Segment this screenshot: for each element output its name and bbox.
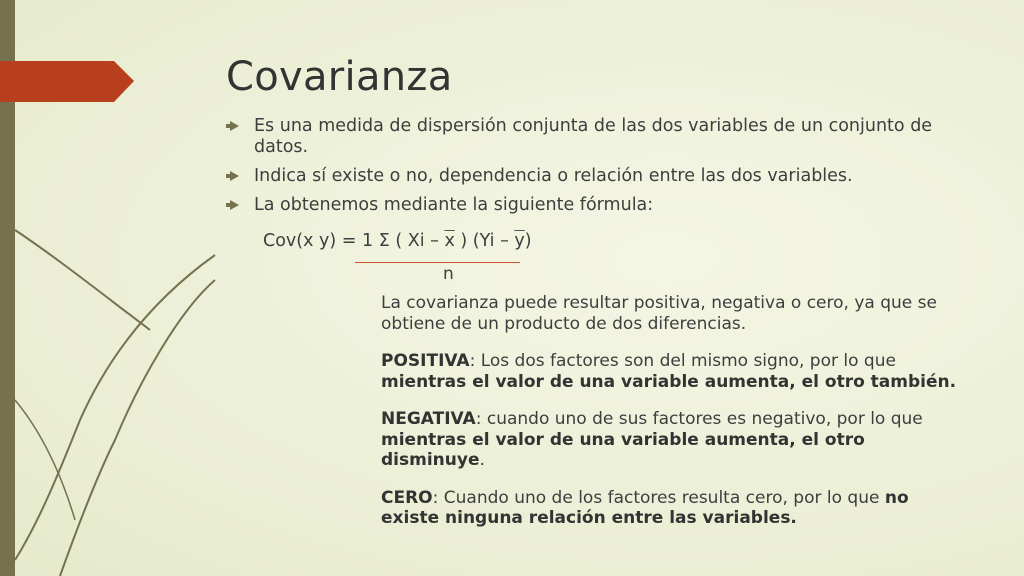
fraction-line: [355, 262, 520, 263]
positiva-paragraph: [381, 351, 971, 392]
decorative-curve: [15, 255, 215, 560]
decorative-curve: [15, 230, 150, 330]
bullet-text: La obtenemos mediante la siguiente fórmula:: [254, 195, 654, 215]
negativa-label: NEGATIVA: [381, 409, 476, 429]
negativa-text: : cuando uno de sus factores es negativo, por lo que: [475, 409, 923, 429]
positiva-label: POSITIVA: [381, 351, 470, 371]
positiva-text: : Los dos factores son del mismo signo, por lo que: [469, 351, 896, 371]
title-arrow-shape: [0, 61, 134, 102]
formula-x-mean: $\overline{x}$: [444, 231, 455, 251]
bullet-item: [228, 116, 968, 158]
bullet-item: [228, 166, 968, 187]
formula-suffix: ): [524, 231, 532, 251]
intro-paragraph: La covarianza puede resultar positiva, negativa o cero, ya que se obtiene de un producto de dos diferencias.: [381, 293, 937, 334]
decorative-curve: [60, 280, 215, 576]
cero-bold: no existe ninguna relación entre las variables.: [381, 487, 909, 528]
negativa-paragraph: [381, 409, 971, 471]
bullet-text: Indica sí existe o no, dependencia o relación entre las dos variables.: [254, 166, 853, 186]
cero-label: CERO: [381, 487, 433, 508]
arrow-bullet-icon: [230, 121, 239, 131]
cero-text: : Cuando uno de los factores resulta cero, por lo que: [432, 487, 885, 508]
cero-paragraph: [381, 488, 971, 529]
covariance-formula: [263, 231, 532, 251]
negativa-end: .: [479, 450, 485, 470]
negativa-bold: mientras el valor de una variable aumenta, el otro disminuye: [381, 429, 865, 470]
formula-y-mean: $\overline{y}$: [514, 231, 525, 251]
formula-denominator: n: [443, 264, 454, 284]
arrow-bullet-icon: [230, 200, 239, 210]
bullet-list: [228, 116, 968, 224]
formula-prefix: Cov(x y) = 1 Σ ( Xi –: [263, 231, 445, 251]
slide-title: Covarianza: [226, 54, 453, 100]
positiva-bold: mientras el valor de una variable aumenta, el otro también.: [381, 371, 957, 392]
formula-middle: ) (Yi –: [454, 231, 515, 251]
bullet-item: [228, 195, 968, 216]
bullet-text: Es una medida de dispersión conjunta de las dos variables de un conjunto de datos.: [254, 116, 933, 157]
explanation-block: [381, 293, 971, 539]
arrow-bullet-icon: [230, 171, 239, 181]
